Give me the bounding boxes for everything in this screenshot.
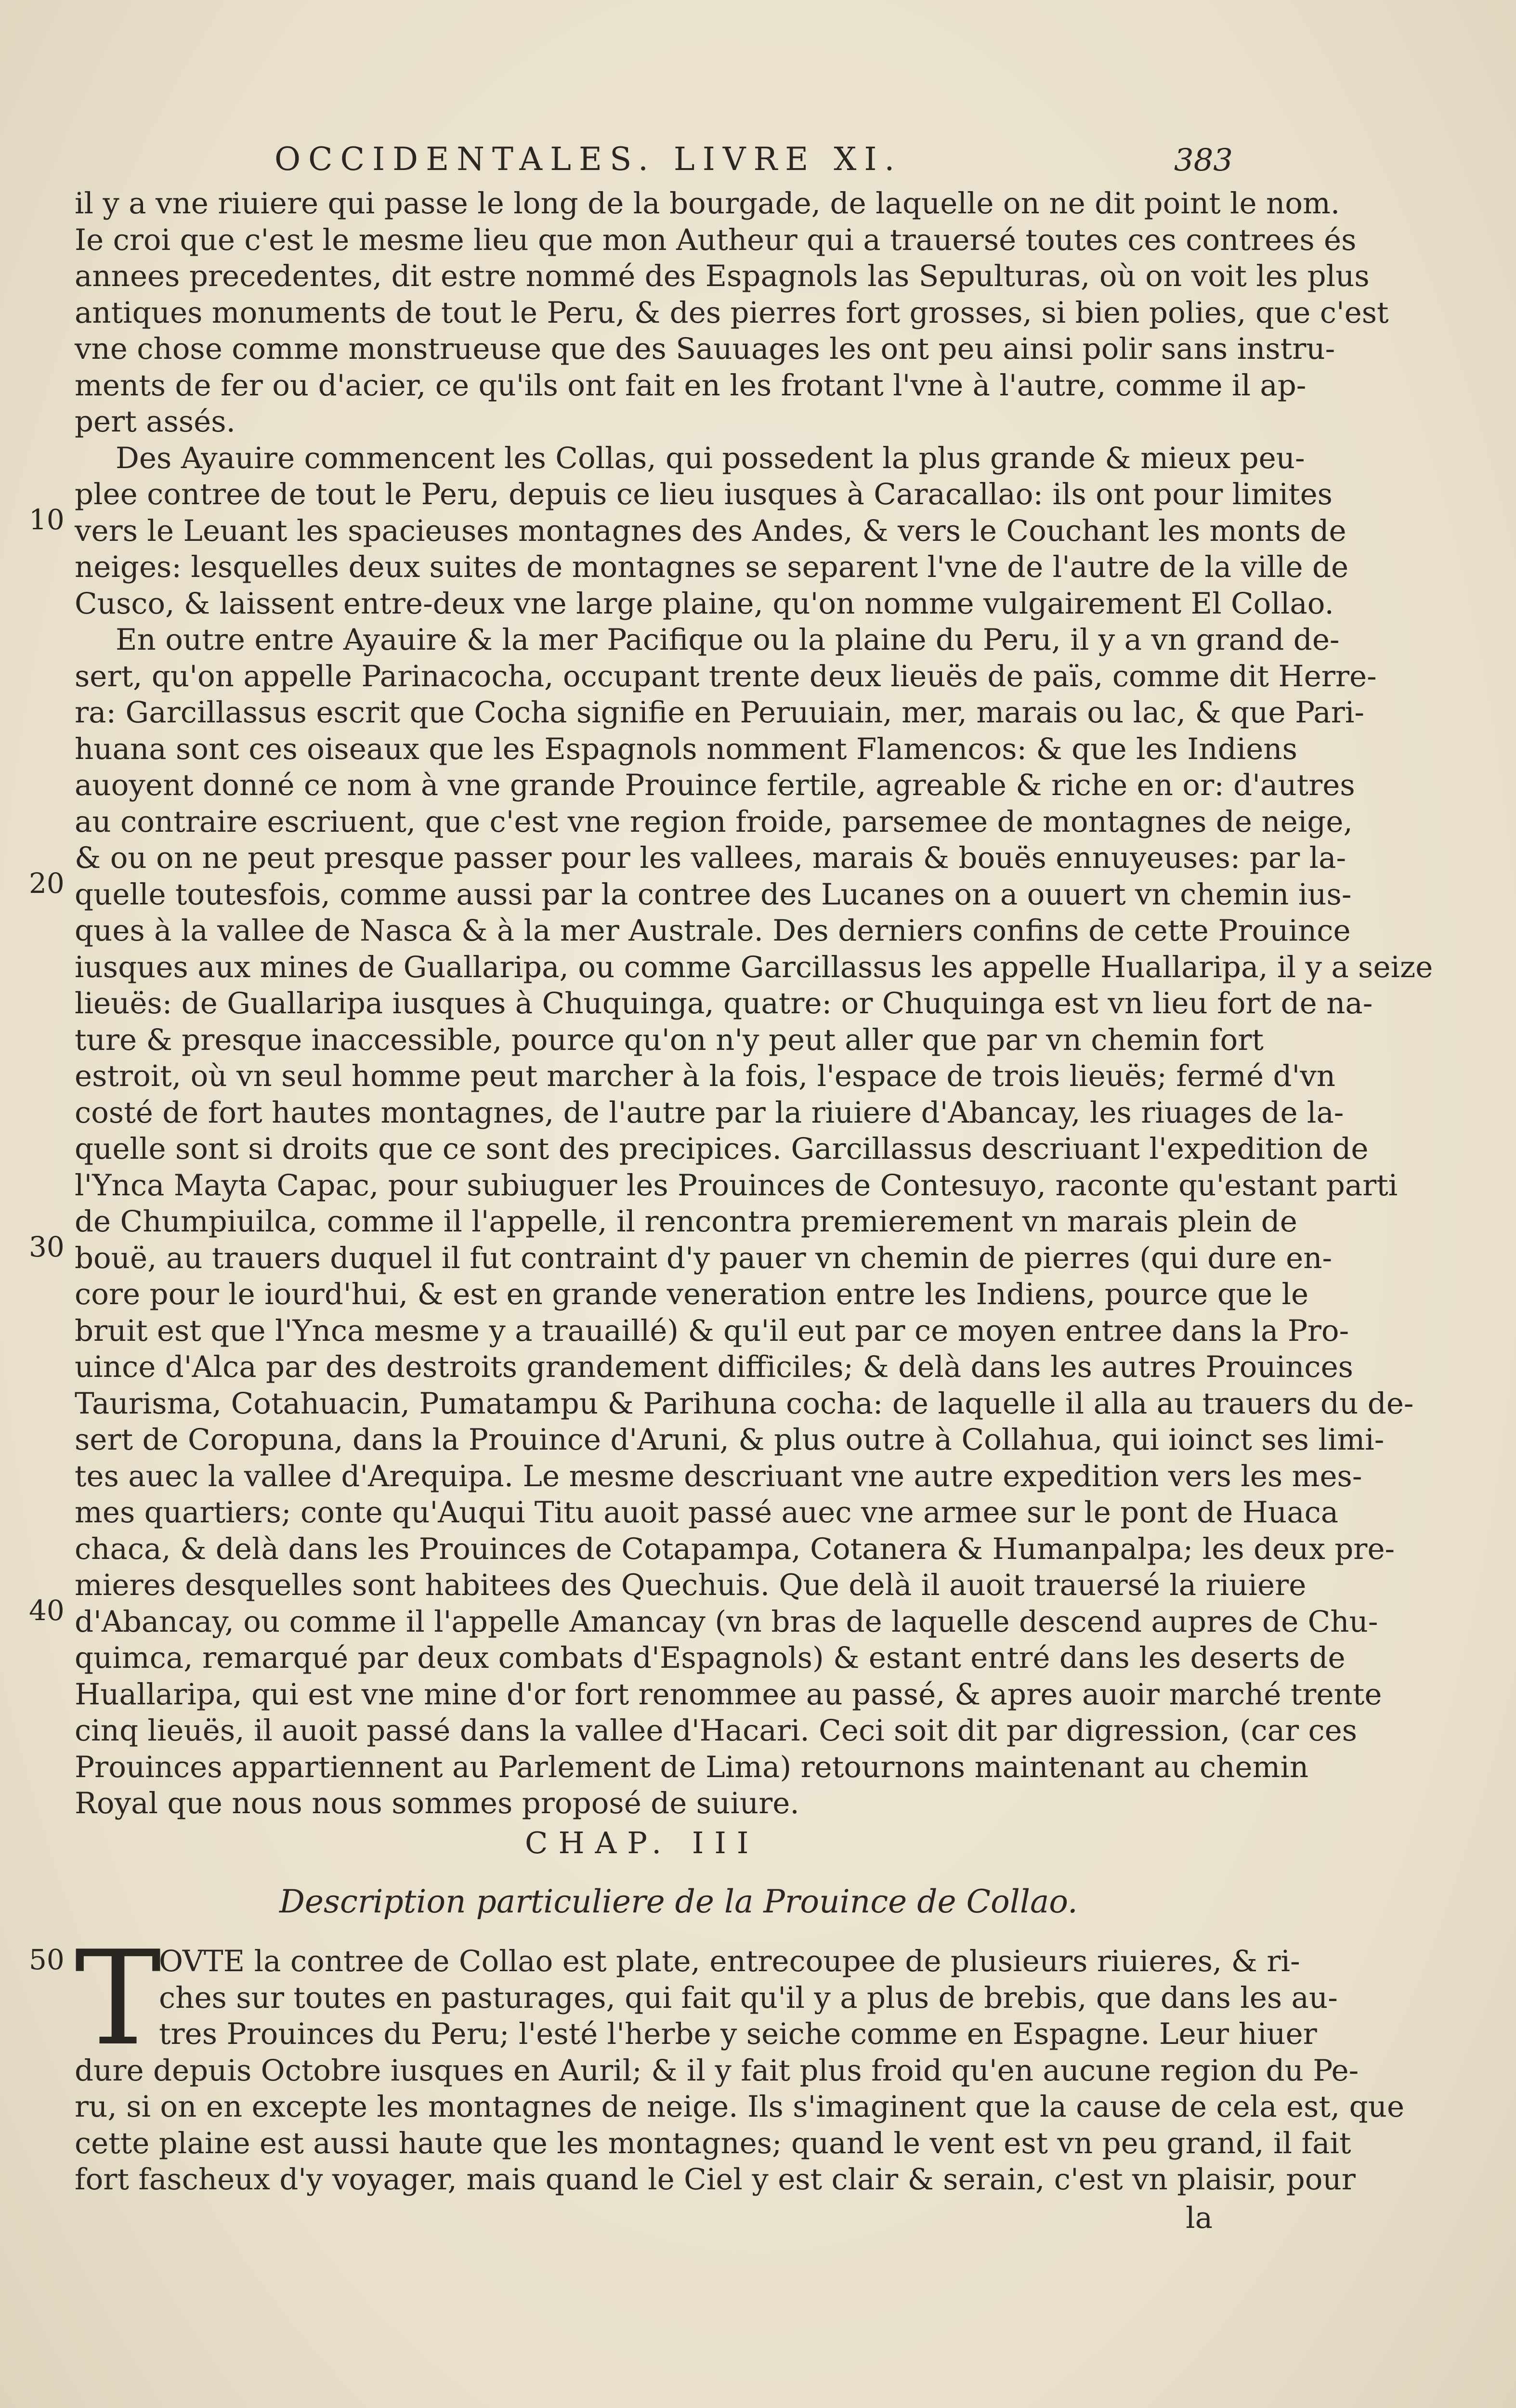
text-line: Cusco, & laissent entre-deux vne large plaine, qu'on nomme vulgairement El Collao.	[75, 586, 1334, 621]
text-line: ments de fer ou d'acier, ce qu'ils ont fait en les frotant l'vne à l'autre, comme il ap-	[75, 368, 1307, 403]
line-number-40: 40	[29, 1594, 65, 1627]
page-header	[274, 141, 1233, 184]
text-line: neiges: lesquelles deux suites de montagnes se separent l'vne de l'autre de la ville de	[75, 550, 1349, 584]
text-line: ra: Garcillassus escrit que Cocha signifie en Peruuiain, mer, marais ou lac, & que Pari-	[75, 695, 1364, 730]
text-line: uince d'Alca par des destroits grandement difficiles; & delà dans les autres Prouinces	[75, 1350, 1353, 1384]
text-line: chaca, & delà dans les Prouinces de Cotapampa, Cotanera & Humanpalpa; les deux pre-	[75, 1531, 1395, 1566]
line-number-50: 50	[29, 1943, 65, 1976]
text-line: Royal que nous nous sommes proposé de suiure.	[75, 1786, 799, 1820]
text-line: d'Abancay, ou comme il l'appelle Amancay (vn bras de laquelle descend aupres de Chu-	[75, 1604, 1378, 1639]
text-line: vne chose comme monstrueuse que des Sauuages les ont peu ainsi polir sans instru-	[75, 332, 1335, 366]
text-line: OVTE la contree de Collao est plate, entrecoupee de plusieurs riuieres, & ri-	[159, 1944, 1300, 1978]
body-text	[75, 185, 1433, 1822]
text-line: costé de fort hautes montagnes, de l'autre par la riuiere d'Abancay, les riuages de la-	[75, 1095, 1344, 1130]
line-number-30: 30	[29, 1230, 65, 1263]
catchword: la	[1186, 2201, 1213, 2235]
text-line: En outre entre Ayauire & la mer Pacifique ou la plaine du Peru, il y a vn grand de-	[116, 623, 1340, 657]
text-line: ques à la vallee de Nasca & à la mer Australe. Des derniers confins de cette Prouince	[75, 914, 1351, 948]
text-line: quimca, remarqué par deux combats d'Espagnols) & estant entré dans les deserts de	[75, 1641, 1346, 1675]
text-line: ture & presque inaccessible, pource qu'on n'y peut aller que par vn chemin fort	[75, 1022, 1264, 1057]
text-line: mes quartiers; conte qu'Auqui Titu auoit passé auec vne armee sur le pont de Huaca	[75, 1495, 1339, 1530]
running-head: OCCIDENTALES. LIVRE XI.	[274, 141, 902, 178]
chapter-title: CHAP. III	[525, 1825, 759, 1860]
text-line: quelle sont si droits que ce sont des precipices. Garcillassus descriuant l'expedition de	[75, 1132, 1369, 1166]
text-line: bruit est que l'Ynca mesme y a trauaillé) & qu'il eut par ce moyen entree dans la Pro-	[75, 1313, 1349, 1348]
text-line: ru, si on en excepte les montagnes de neige. Ils s'imaginent que la cause de cela est, que	[75, 2090, 1405, 2124]
text-line: Des Ayauire commencent les Collas, qui possedent la plus grande & mieux peu-	[116, 441, 1305, 475]
text-line: huana sont ces oiseaux que les Espagnols nomment Flamencos: & que les Indiens	[75, 732, 1297, 766]
text-line: l'Ynca Mayta Capac, pour subiuguer les Prouinces de Contesuyo, raconte qu'estant parti	[75, 1168, 1398, 1203]
text-line: au contraire escriuent, que c'est vne region froide, parsemee de montagnes de neige,	[75, 804, 1353, 839]
text-line: Taurisma, Cotahuacin, Pumatampu & Parihuna cocha: de laquelle il alla au trauers du de-	[75, 1386, 1414, 1421]
text-line: Ie croi que c'est le mesme lieu que mon Autheur qui a trauersé toutes ces contrees és	[75, 222, 1357, 257]
text-line: estroit, où vn seul homme peut marcher à la fois, l'espace de trois lieuës; fermé d'vn	[75, 1059, 1336, 1093]
line-number-20: 20	[29, 867, 65, 900]
text-line: tres Prouinces du Peru; l'esté l'herbe y seiche comme en Espagne. Leur hiuer	[159, 2017, 1317, 2051]
text-line: ches sur toutes en pasturages, qui fait qu'il y a plus de brebis, que dans les au-	[159, 1980, 1338, 2015]
text-line: dure depuis Octobre iusques en Auril; & il y fait plus froid qu'en aucune region du Pe-	[75, 2053, 1359, 2088]
page-number: 383	[1174, 143, 1233, 178]
chapter-subtitle: Description particuliere de la Prouince de Collao.	[279, 1883, 1078, 1920]
text-line: auoyent donné ce nom à vne grande Prouince fertile, agreable & riche en or: d'autres	[75, 768, 1355, 802]
text-line: quelle toutesfois, comme aussi par la contree des Lucanes on a ouuert vn chemin ius-	[75, 877, 1352, 912]
text-line: cette plaine est aussi haute que les montagnes; quand le vent est vn peu grand, il fait	[75, 2126, 1351, 2160]
text-line: fort fascheux d'y voyager, mais quand le Ciel y est clair & serain, c'est vn plaisir, pour	[75, 2162, 1356, 2197]
text-line: Prouinces appartiennent au Parlement de Lima) retournons maintenant au chemin	[75, 1750, 1309, 1784]
text-line: pert assés.	[75, 405, 235, 439]
text-line: de Chumpiuilca, comme il l'appelle, il rencontra premierement vn marais plein de	[75, 1204, 1297, 1239]
text-line: mieres desquelles sont habitees des Quechuis. Que delà il auoit trauersé la riuiere	[75, 1568, 1307, 1602]
text-line: lieuës: de Guallaripa iusques à Chuquinga, quatre: or Chuquinga est vn lieu fort de na-	[75, 986, 1373, 1021]
text-line: vers le Leuant les spacieuses montagnes des Andes, & vers le Couchant les monts de	[75, 513, 1346, 548]
chapter-body-text	[75, 1923, 1405, 2198]
text-line: sert de Coropuna, dans la Prouince d'Aruni, & plus outre à Collahua, qui ioinct ses limi-	[75, 1423, 1385, 1457]
text-line: antiques monuments de tout le Peru, & des pierres fort grosses, si bien polies, que c'est	[75, 295, 1389, 330]
text-line: plee contree de tout le Peru, depuis ce lieu iusques à Caracallao: ils ont pour limites	[75, 477, 1333, 511]
drop-cap: T	[75, 1923, 162, 2074]
text-line: Huallaripa, qui est vne mine d'or fort renommee au passé, & apres auoir marché trente	[75, 1677, 1382, 1712]
text-line: bouë, au trauers duquel il fut contraint d'y pauer vn chemin de pierres (qui dure en-	[75, 1241, 1333, 1275]
text-line: core pour le iourd'hui, & est en grande veneration entre les Indiens, pource que le	[75, 1277, 1309, 1311]
text-line: sert, qu'on appelle Parinacocha, occupant trente deux lieuës de païs, comme dit Herre-	[75, 659, 1377, 694]
text-line: iusques aux mines de Guallaripa, ou comme Garcillassus les appelle Huallaripa, il y a seize	[75, 950, 1433, 984]
text-line: tes auec la vallee d'Arequipa. Le mesme descriuant vne autre expedition vers les mes-	[75, 1459, 1362, 1493]
text-line: il y a vne riuiere qui passe le long de la bourgade, de laquelle on ne dit point le nom.	[75, 186, 1340, 221]
text-line: annees precedentes, dit estre nommé des Espagnols las Sepulturas, où on voit les plus	[75, 259, 1370, 293]
text-line: cinq lieuës, il auoit passé dans la vallee d'Hacari. Ceci soit dit par digression, (car ces	[75, 1714, 1358, 1748]
line-number-10: 10	[29, 503, 65, 536]
text-line: & ou on ne peut presque passer pour les vallees, marais & bouës ennuyeuses: par la-	[75, 841, 1346, 875]
